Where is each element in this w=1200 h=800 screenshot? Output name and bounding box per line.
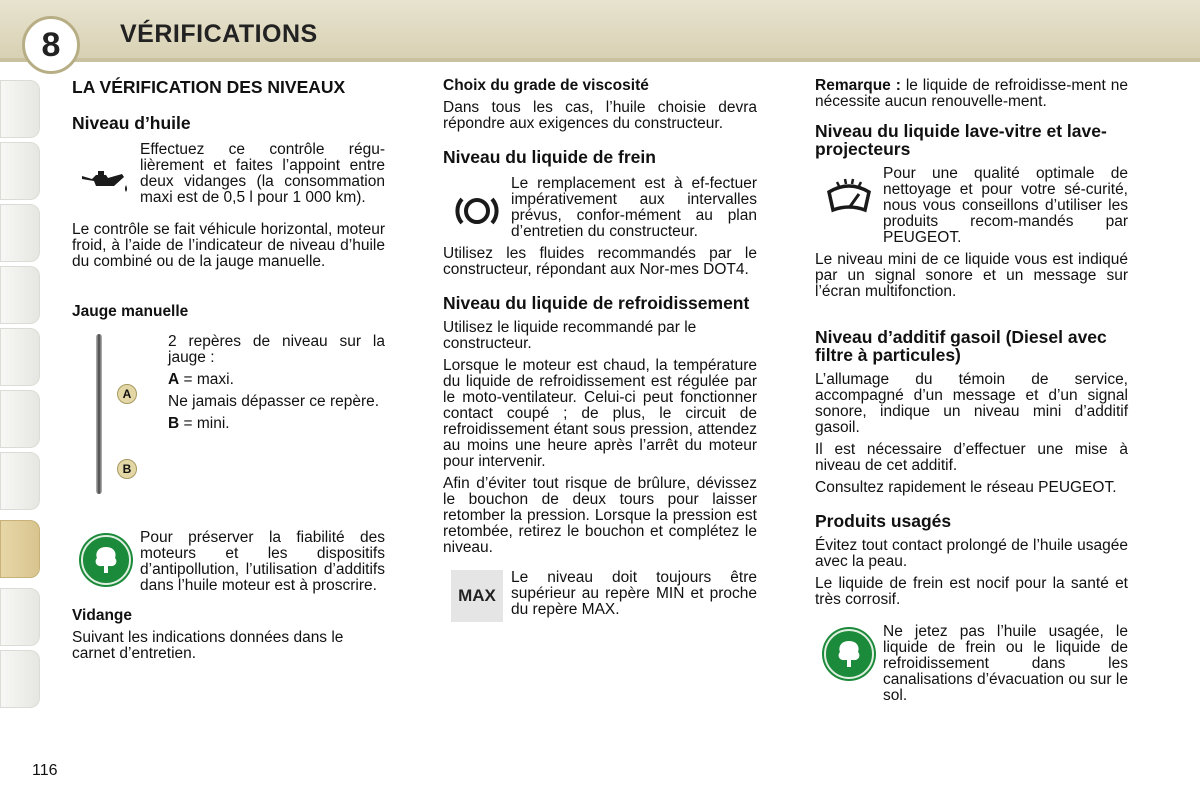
eco-note-text: Pour préserver la fiabilité des moteurs et les dispositifs d’antipollution, l’utilisation d’additifs dans l’huile moteur est à proscrire. bbox=[140, 529, 385, 594]
mark-a-desc: = maxi. bbox=[179, 371, 234, 388]
dipstick-intro: 2 repères de niveau sur la jauge : bbox=[168, 333, 385, 366]
oil-level-heading: Niveau d’huile bbox=[72, 113, 191, 133]
brake-warning-icon bbox=[443, 176, 511, 246]
dipstick-block bbox=[72, 334, 385, 494]
chapter-tab[interactable] bbox=[0, 80, 40, 138]
tree-environment-icon bbox=[824, 629, 874, 679]
max-level-block bbox=[443, 570, 757, 624]
additive-text-2: Il est nécessaire d’effectuer une mise à niveau de cet additif. bbox=[815, 441, 1128, 474]
header-underline bbox=[0, 58, 1200, 62]
oil-level-block bbox=[72, 142, 385, 222]
oil-can-icon bbox=[72, 142, 140, 222]
mark-b-label: B bbox=[117, 459, 137, 479]
dipstick-warning: Ne jamais dépasser ce repère. bbox=[168, 393, 380, 410]
used-products-heading: Produits usagés bbox=[815, 511, 952, 531]
additive-text-1: L’allumage du témoin de service, accompagné d’un message et d’un signal sonore, indique un niveau mini d’additif gasoil. bbox=[815, 371, 1128, 436]
oil-level-text: Effectuez ce contrôle régu-lièrement et faites l’appoint entre deux vidanges (la consommation maxi est de 0,5 l pour 1 000 km). bbox=[140, 141, 385, 206]
used-text-1: Évitez tout contact prolongé de l’huile usagée avec la peau. bbox=[815, 537, 1128, 570]
chapter-tab[interactable] bbox=[0, 142, 40, 200]
section-title: LA VÉRIFICATION DES NIVEAUX bbox=[72, 77, 346, 97]
coolant-text-3: Afin d’éviter tout risque de brûlure, dévissez le bouchon de deux tours pour laisser retomber la pression. Lorsque la pression est retombée, retirez le bouchon et complétez le niveau. bbox=[443, 475, 757, 556]
used-eco-block bbox=[815, 624, 1128, 710]
washer-min-text: Le niveau mini de ce liquide vous est indiqué par un signal sonore et un message sur l’écran multifonction. bbox=[815, 251, 1128, 300]
chapter-tab[interactable] bbox=[0, 452, 40, 510]
mark-a-label: A bbox=[117, 384, 137, 404]
dipstick-heading: Jauge manuelle bbox=[72, 303, 189, 320]
drain-text: Suivant les indications données dans le carnet d’entretien. bbox=[72, 629, 344, 662]
mark-b-letter: B bbox=[168, 415, 180, 432]
drain-heading: Vidange bbox=[72, 607, 133, 624]
brake-fluid-text: Le remplacement est à ef-fectuer impérativement aux intervalles prévus, confor-mément au plan d’entretien du constructeur. bbox=[511, 175, 757, 240]
mark-a-text bbox=[168, 372, 385, 388]
chapter-tab[interactable] bbox=[0, 390, 40, 448]
coolant-text-1: Utilisez le liquide recommandé par le constructeur. bbox=[443, 319, 697, 352]
max-level-icon: MAX bbox=[451, 570, 503, 622]
dipstick-rod bbox=[96, 334, 102, 494]
oil-check-text: Le contrôle se fait véhicule horizontal, moteur froid, à l’aide de l’indicateur de niveau d’huile du combiné ou de la jauge manuelle. bbox=[72, 221, 385, 270]
coolant-remark bbox=[815, 78, 1128, 110]
used-eco-text: Ne jetez pas l’huile usagée, le liquide de frein ou le liquide de refroidissement dans les canalisations d’évacuation ou sur le sol. bbox=[883, 623, 1128, 704]
brake-fluid-spec: Utilisez les fluides recommandés par le constructeur, répondant aux Nor-mes DOT4. bbox=[443, 245, 757, 278]
dipstick-text bbox=[168, 334, 385, 438]
chapter-tab[interactable] bbox=[0, 588, 40, 646]
mark-b-text bbox=[168, 416, 385, 432]
washer-fluid-block bbox=[815, 166, 1128, 252]
coolant-heading: Niveau du liquide de refroidissement bbox=[443, 293, 750, 313]
additive-heading: Niveau d’additif gasoil (Diesel avec filtre à particules) bbox=[815, 327, 1107, 365]
column-1 bbox=[72, 78, 385, 668]
viscosity-text: Dans tous les cas, l’huile choisie devra répondre aux exigences du constructeur. bbox=[443, 99, 757, 132]
additive-text-3: Consultez rapidement le réseau PEUGEOT. bbox=[815, 479, 1117, 496]
chapter-tabs bbox=[0, 80, 40, 720]
brake-fluid-heading: Niveau du liquide de frein bbox=[443, 147, 656, 167]
viscosity-heading: Choix du grade de viscosité bbox=[443, 77, 649, 94]
chapter-tab[interactable] bbox=[0, 204, 40, 262]
chapter-tab[interactable] bbox=[0, 266, 40, 324]
washer-fluid-text: Pour une qualité optimale de nettoyage et pour votre sé-curité, nous vous conseillons d’utiliser les produits recom-mandés par PEUGEOT. bbox=[883, 165, 1128, 246]
page-number: 116 bbox=[32, 762, 58, 779]
chapter-tab-active[interactable] bbox=[0, 520, 40, 578]
column-3 bbox=[815, 78, 1128, 710]
windscreen-washer-icon bbox=[815, 166, 883, 226]
chapter-tab[interactable] bbox=[0, 650, 40, 708]
coolant-text-2: Lorsque le moteur est chaud, la température du liquide de refroidissement est régulée par le moto-ventilateur. Celui-ci peut fonctionner contact coupé ; de plus, le circuit de refroidissement étant sous pression, attendez au moins une heure après l’arrêt du moteur pour intervenir. bbox=[443, 357, 757, 470]
brake-fluid-block bbox=[443, 176, 757, 246]
washer-fluid-heading: Niveau du liquide lave-vitre et lave-projecteurs bbox=[815, 121, 1107, 159]
used-text-2: Le liquide de frein est nocif pour la santé et très corrosif. bbox=[815, 575, 1128, 608]
max-level-text: Le niveau doit toujours être supérieur au repère MIN et proche du repère MAX. bbox=[511, 569, 757, 618]
tree-environment-icon bbox=[81, 535, 131, 585]
chapter-number: 8 bbox=[22, 16, 80, 74]
mark-a-letter: A bbox=[168, 371, 180, 388]
eco-note-block bbox=[72, 530, 385, 600]
chapter-tab[interactable] bbox=[0, 328, 40, 386]
column-2 bbox=[443, 78, 757, 624]
mark-b-desc: = mini. bbox=[179, 415, 230, 432]
remark-label: Remarque : bbox=[815, 77, 901, 94]
page-title: VÉRIFICATIONS bbox=[120, 20, 318, 48]
dipstick-illustration bbox=[72, 334, 168, 494]
remark-text: le liquide de refroidisse-ment ne nécessite aucun renouvelle-ment. bbox=[815, 77, 1128, 110]
